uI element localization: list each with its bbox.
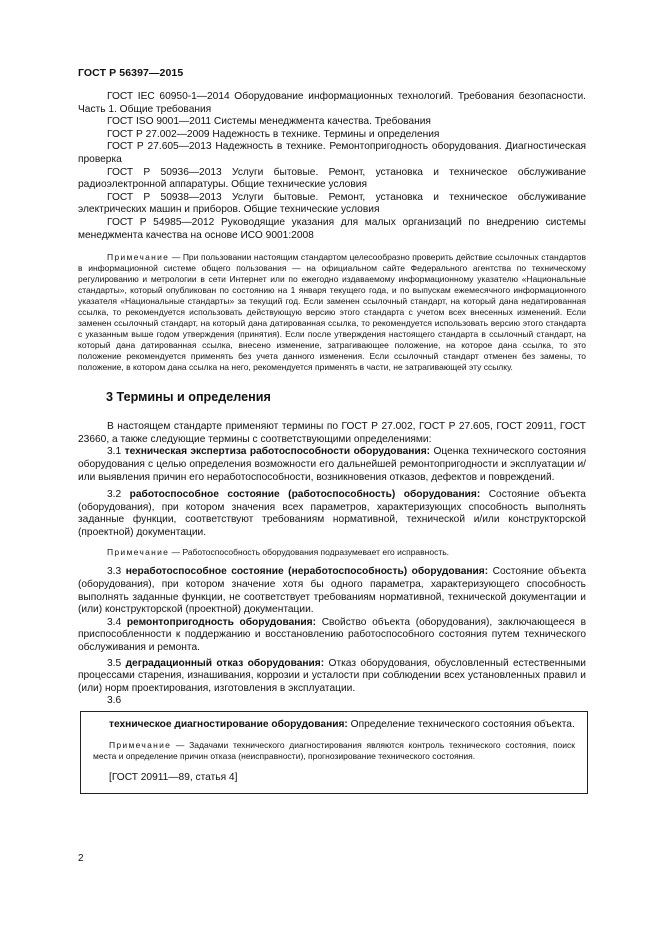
note-text: — При пользовании настоящим стандартом целесообразно проверить действие ссылочных стандартов в информационной системе общего пользования — на официальном сайте Федерального агентства по техническому регулированию и метрологии в сети Интернет или по ежегодно издаваемому информационному указателю «Национальные стандарты», который опубликован по состоянию на 1 января текущего года, и по выпускам ежемесячного информационного указателя «Национальные стандарты» за текущий год. Если заменен ссылочный стандарт, на который дана недатированная ссылка, то рекомендуется использовать действующую версию этого стандарта с учетом всех внесенных изменений. Если заменен ссылочный стандарт, на который дана датированная ссылка, то рекомендуется использовать версию этого стандарта с указанным выше годом утверждения (принятия). Если после утверждения настоящего стандарта в ссылочный стандарт, на который дана датированная ссылка, внесено изменение, затрагивающее положение, на которое дана ссылка, то это положение рекомендуется применять без учета данного изменения. Если ссылочный стандарт отменен без замены, то положение, в котором дана ссылка на него, рекомендуется применять в части, не затрагивающей эту ссылку. <box>78 252 586 373</box>
page-number: 2 <box>78 853 84 864</box>
reference-item: ГОСТ IEC 60950-1—2014 Оборудование информационных технологий. Требования безопасности. Часть 1. Общие требования <box>78 91 586 115</box>
term-definition: Определение технического состояния объекта. <box>350 719 575 730</box>
term-number: 3.2 <box>107 489 122 501</box>
section-intro: В настоящем стандарте применяют термины по ГОСТ Р 27.002, ГОСТ Р 27.605, ГОСТ 20911, ГОСТ 23660, а также следующие термины с соответствующими определениями: <box>78 421 586 445</box>
term-definition: Оценка технического состояния оборудования с целью определения возможности его дальнейшей ремонтопригодности и эксплуатации и/или выявления причин его неработоспособности, возникновения отказов, дефектов и повреждений. <box>78 446 586 483</box>
note-label: Примечание <box>107 252 170 263</box>
term-title: ремонтопригодность оборудования: <box>126 616 317 628</box>
references-list <box>78 91 586 242</box>
term-3-6-frame <box>80 711 588 794</box>
term-3-5 <box>78 658 586 696</box>
term-3-1 <box>78 446 586 484</box>
note-label: Примечание <box>109 739 172 750</box>
note-text: — Задачами технического диагностирования являются контроль технического состояния, поиск места и определение причин отказа (неисправности), прогнозирование технического состояния. <box>93 739 575 761</box>
term-number: 3.1 <box>107 446 122 458</box>
reference-item: ГОСТ Р 27.605—2013 Надежность в технике. Ремонтопригодность оборудования. Диагностическая проверка <box>78 141 586 165</box>
reference-item: ГОСТ Р 27.002—2009 Надежность в технике. Термины и определения <box>107 128 440 140</box>
note-text: — Работоспособность оборудования подразумевает его исправность. <box>171 547 450 558</box>
term-3-2-note <box>78 547 586 558</box>
term-title: деградационный отказ оборудования: <box>125 657 325 669</box>
term-3-3 <box>78 566 586 616</box>
reference-item: ГОСТ Р 50936—2013 Услуги бытовые. Ремонт, установка и техническое обслуживание радиоэлектронной аппаратуры. Общие технические условия <box>78 166 586 191</box>
references-note <box>78 252 586 373</box>
term-number: 3.5 <box>107 657 122 669</box>
term-definition: Свойство объекта (оборудования), заключающееся в приспособленности к поддержанию и восстановлению работоспособного состояния путем технического обслуживания и ремонта. <box>78 616 586 654</box>
term-3-6-note <box>93 740 575 762</box>
reference-item: ГОСТ Р 50938—2013 Услуги бытовые. Ремонт, установка и техническое обслуживание электрических машин и приборов. Общие технические условия <box>78 191 586 216</box>
term-title: техническая экспертиза работоспособности оборудования: <box>124 446 431 458</box>
term-3-4 <box>78 617 586 655</box>
reference-item: ГОСТ ISO 9001—2011 Системы менеджмента качества. Требования <box>107 116 431 128</box>
document-header: ГОСТ Р 56397—2015 <box>78 67 184 79</box>
term-title: неработоспособное состояние (неработоспособность) оборудования: <box>125 566 489 578</box>
term-title: техническое диагностирование оборудования: <box>109 719 348 730</box>
term-definition: Состояние объекта (оборудования), при котором значение хотя бы одного параметра, характеризующего способность выполнять заданные функции, не соответствует требованиям нормативной, технической документации и (или) конструкторской (проектной) документации. <box>78 566 586 616</box>
note-label: Примечание <box>107 547 170 558</box>
term-definition: Отказ оборудования, обусловленный естественными процессами старения, изнашивания, коррозии и усталости при соблюдении всех установленных правил и (или) норм проектирования, изготовления в эксплуатации. <box>78 657 586 694</box>
term-3-6 <box>93 719 575 732</box>
term-definition: Состояние объекта (оборудования), при котором значения всех параметров, характеризующих способность выполнять заданные функции, соответствуют требованиям нормативной, технической и/или конструкторской (проектной) документации. <box>78 489 586 538</box>
term-number: 3.4 <box>107 616 122 628</box>
page-content <box>78 91 586 794</box>
reference-item: ГОСТ Р 54985—2012 Руководящие указания для малых организаций по внедрению системы менеджмента качества на основе ИСО 9001:2008 <box>78 216 586 241</box>
term-3-2 <box>78 489 586 539</box>
section-heading: 3 Термины и определения <box>106 390 271 405</box>
term-number: 3.3 <box>107 566 122 578</box>
term-title: работоспособное состояние (работоспособность) оборудования: <box>129 489 481 501</box>
term-3-6-number: 3.6 <box>107 695 122 707</box>
term-3-6-source: [ГОСТ 20911—89, статья 4] <box>109 771 238 783</box>
